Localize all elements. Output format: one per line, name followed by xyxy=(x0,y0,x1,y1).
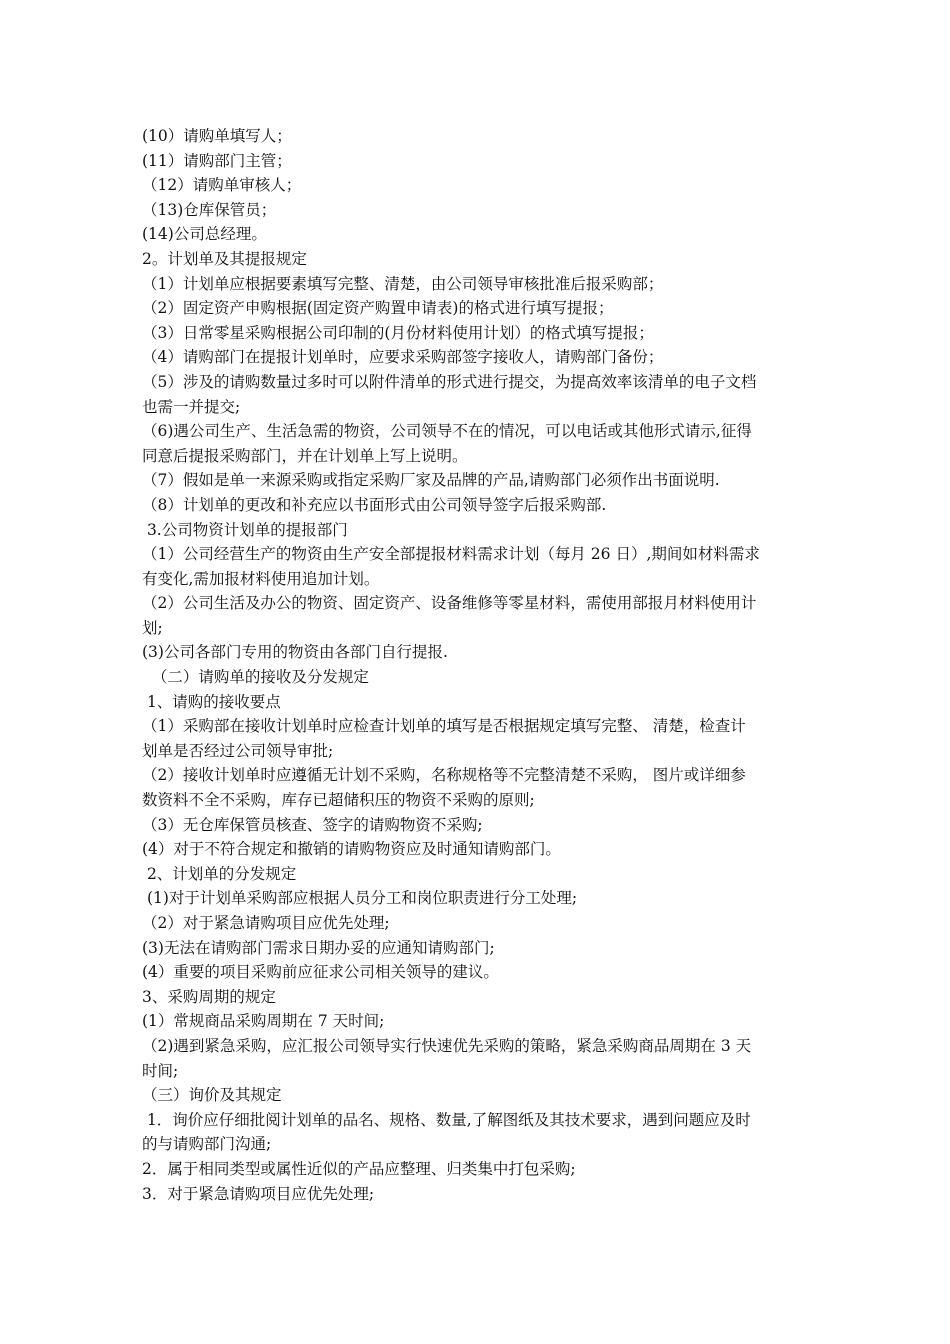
text-line: （2）公司生活及办公的物资、固定资产、设备维修等零星材料，需使用部报月材料使用计 xyxy=(142,594,757,613)
text-line: （8）计划单的更改和补充应以书面形式由公司领导签字后报采购部. xyxy=(142,495,607,514)
text-line: （12）请购单审核人； xyxy=(142,176,302,195)
text-line: （4）请购部门在提报计划单时，应要求采购部签字接收人，请购部门备份； xyxy=(142,348,664,367)
text-line: 3、采购周期的规定 xyxy=(142,987,276,1006)
text-line: （3）无仓库保管员核查、签字的请购物资不采购; xyxy=(142,815,483,834)
text-line: 2．属于相同类型或属性近似的产品应整理、归类集中打包采购; xyxy=(142,1159,576,1178)
text-line: （2）固定资产申购根据(固定资产购置申请表)的格式进行填写提报； xyxy=(142,299,614,318)
text-line: （2）对于紧急请购项目应优先处理; xyxy=(142,914,390,932)
document-body xyxy=(142,124,810,1206)
text-line: （7）假如是单一来源采购或指定采购厂家及品牌的产品,请购部门必须作出书面说明. xyxy=(142,471,720,490)
text-line: (4）对于不符合规定和撤销的请购物资应及时通知请购部门。 xyxy=(142,840,561,859)
text-line: （1）计划单应根据要素填写完整、清楚，由公司领导审核批准后报采购部； xyxy=(142,274,664,293)
text-line: 也需一并提交; xyxy=(142,397,241,416)
text-line: （1）采购部在接收计划单时应检查计划单的填写是否根据规定填写完整、 清楚，检查计 xyxy=(142,717,746,736)
text-line: 同意后提报采购部门，并在计划单上写上说明。 xyxy=(142,446,468,465)
text-line: (1）常规商品采购周期在 7 天时间; xyxy=(142,1012,385,1031)
text-line: 数资料不全不采购，库存已超储积压的物资不采购的原则; xyxy=(142,791,535,810)
text-line: (1)对于计划单采购部应根据人员分工和岗位职责进行分工处理; xyxy=(142,889,578,908)
text-line: 1．询价应仔细批阅计划单的品名、规格、数量,了解图纸及其技术要求，遇到问题应及时 xyxy=(142,1110,751,1129)
text-line: 3.公司物资计划单的提报部门 xyxy=(142,520,348,539)
text-line: (4）重要的项目采购前应征求公司相关领导的建议。 xyxy=(142,963,499,982)
text-line: 划单是否经过公司领导审批; xyxy=(142,741,334,760)
text-line: 划; xyxy=(142,618,163,637)
text-line: (10）请购单填写人； xyxy=(142,127,292,145)
text-line: (11）请购部门主管； xyxy=(142,151,292,170)
text-line: 2。计划单及其提报规定 xyxy=(142,249,307,268)
text-line: （1）公司经营生产的物资由生产安全部提报材料需求计划（每月 26 日）,期间如材料需求 xyxy=(142,545,760,564)
text-line: (3)无法在请购部门需求日期办妥的应通知请购部门; xyxy=(142,938,495,957)
text-line: （3）日常零星采购根据公司印制的(月份材料使用计划）的格式填写提报； xyxy=(142,323,654,342)
text-line: （5）涉及的请购数量过多时可以附件清单的形式进行提交，为提高效率该清单的电子文档 xyxy=(142,372,757,391)
text-line: 的与请购部门沟通; xyxy=(142,1135,272,1154)
text-line: （2)遇到紧急采购，应汇报公司领导实行快速优先采购的策略，紧急采购商品周期在 3 天 xyxy=(142,1036,752,1055)
text-line: （13)仓库保管员； xyxy=(142,200,277,219)
text-line: (3)公司各部门专用的物资由各部门自行提报. xyxy=(142,643,448,662)
text-line: （6)遇公司生产、生活急需的物资，公司领导不在的情况，可以电话或其他形式请示,征得 xyxy=(142,422,752,441)
text-line: 2、计划单的分发规定 xyxy=(142,864,297,883)
text-line: （2）接收计划单时应遵循无计划不采购，名称规格等不完整清楚不采购， 图片或详细参 xyxy=(142,766,746,785)
text-line: (14)公司总经理。 xyxy=(142,225,267,244)
text-line: （三）询价及其规定 xyxy=(142,1086,282,1105)
text-line: 1、请购的接收要点 xyxy=(142,692,281,711)
text-line: （二）请购单的接收及分发规定 xyxy=(142,668,369,687)
text-line: 时间; xyxy=(142,1061,179,1080)
text-line: 3．对于紧急请购项目应优先处理; xyxy=(142,1184,375,1203)
text-line: 有变化,需加报材料使用追加计划。 xyxy=(142,569,380,588)
